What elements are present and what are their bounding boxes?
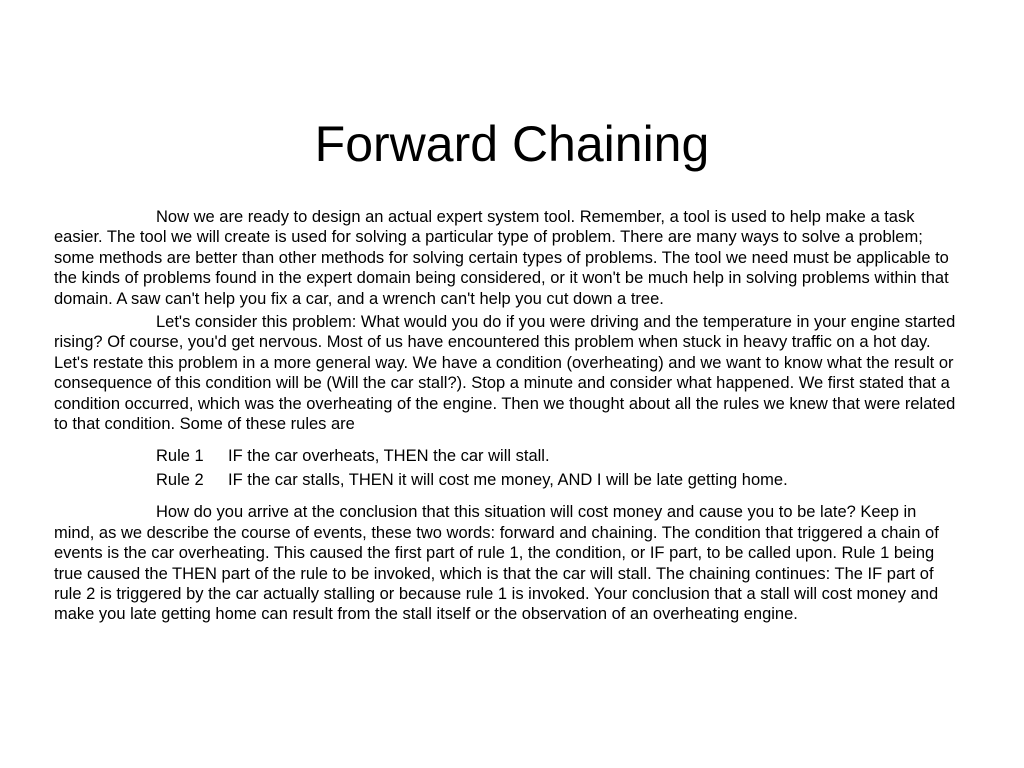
rule-item	[54, 446, 959, 466]
slide-title: Forward Chaining	[314, 116, 710, 172]
paragraph-conclusion: How do you arrive at the conclusion that this situation will cost money and cause you to be late? Keep in mind, as we describe the course of events, these two words: forward and chaining. The condition that triggered a chain of events is the car overheating. This caused the first part of rule 1, the condition, or IF part, to be called upon. Rule 1 being true caused the THEN part of the rule to be invoked, which is that the car will stall. The chaining continues: The IF part of rule 2 is triggered by the car actually stalling or because rule 1 is invoked. Your conclusion that a stall will cost money and make you late getting home can result from the stall itself or the observation of an overheating engine.	[54, 503, 939, 624]
rule-label: Rule 1	[156, 447, 204, 466]
slide-body	[54, 207, 959, 628]
rule-item	[54, 470, 959, 490]
rule-text: IF the car overheats, THEN the car will stall.	[228, 447, 550, 466]
paragraph-problem: Let's consider this problem: What would you do if you were driving and the temperature in your engine started rising? Of course, you'd get nervous. Most of us have encountered this problem when stuck in heavy traffic on a hot day. Let's restate this problem in a more general way. We have a condition (overheating) and we want to know what the result or consequence of this condition will be (Will the car stall?). Stop a minute and consider what happened. We first stated that a condition occurred, which was the overheating of the engine. Then we thought about all the rules we knew that were related to that condition. Some of these rules are	[54, 313, 956, 434]
rule-label: Rule 2	[156, 470, 204, 489]
rules-list	[54, 446, 959, 490]
paragraph-intro: Now we are ready to design an actual expert system tool. Remember, a tool is used to help make a task easier. The tool we will create is used for solving a particular type of problem. There are many ways to solve a problem; some methods are better than other methods for solving certain types of problems. The tool we need must be applicable to the kinds of problems found in the expert domain being considered, or it won't be much help in solving problems within that domain. A saw can't help you fix a car, and a wrench can't help you cut down a tree.	[54, 208, 949, 308]
rule-text: IF the car stalls, THEN it will cost me money, AND I will be late getting home.	[228, 470, 788, 489]
